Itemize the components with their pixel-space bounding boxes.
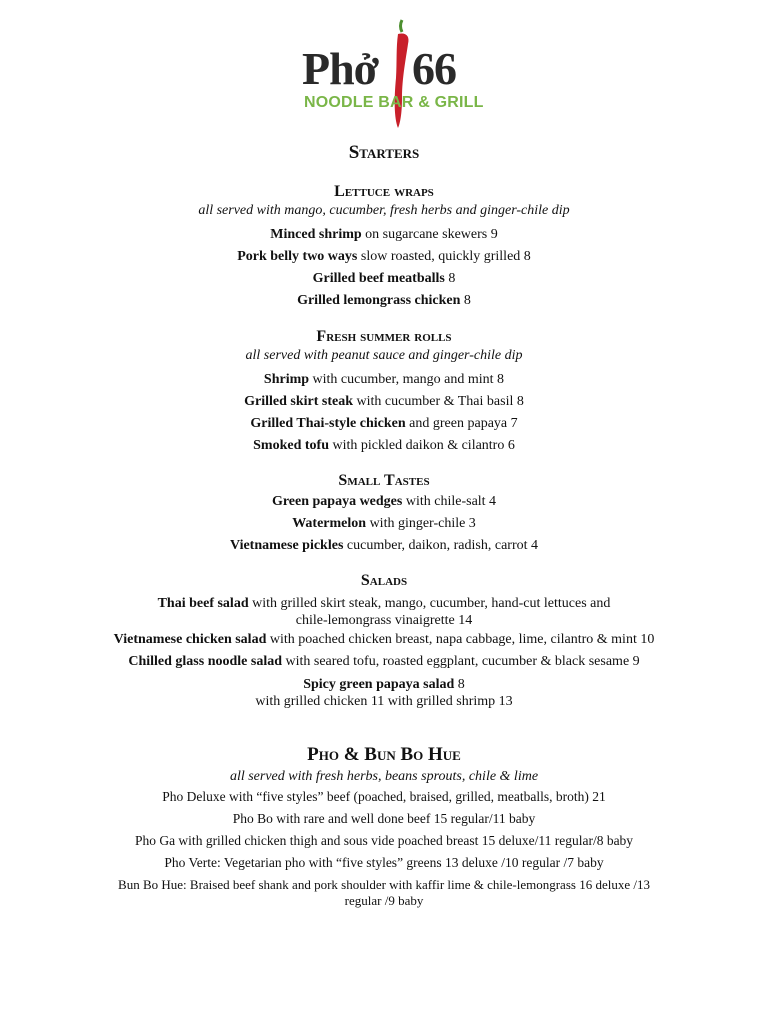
menu-item: Watermelon with ginger-chile 3 [292, 516, 476, 531]
starters-title: Starters [348, 142, 420, 163]
logo-number: 66 [412, 43, 456, 94]
restaurant-logo [298, 18, 484, 136]
logo-word: Phở [302, 43, 379, 94]
menu-item: Spicy green papaya salad 8 [303, 677, 465, 692]
small-tastes-title: Small Tastes [338, 472, 430, 489]
lettuce-wraps-note: all served with mango, cucumber, fresh herbs and ginger-chile dip [198, 203, 570, 218]
pho-item-continued: regular /9 baby [344, 893, 424, 908]
menu-item: Thai beef salad with grilled skirt steak, mango, cucumber, hand-cut lettuces and [157, 596, 611, 611]
salads-title: Salads [360, 572, 408, 589]
menu-item: Green papaya wedges with chile-salt 4 [271, 494, 497, 509]
pho-title: Pho & Bun Bo Hue [307, 744, 461, 765]
pho-note: all served with fresh herbs, beans sprouts, chile & lime [229, 769, 539, 784]
pho-item: Pho Bo with rare and well done beef 15 regular/11 baby [232, 811, 536, 826]
pho-item: Pho Ga with grilled chicken thigh and sous vide poached breast 15 deluxe/11 regular/8 baby [134, 833, 634, 848]
lettuce-wraps-title: Lettuce wraps [334, 183, 434, 200]
menu-item: Shrimp with cucumber, mango and mint 8 [263, 372, 505, 387]
menu [0, 140, 768, 909]
pho-item: Pho Verte: Vegetarian pho with “five styles” greens 13 deluxe /10 regular /7 baby [164, 855, 604, 870]
menu-item: Smoked tofu with pickled daikon & cilantro 6 [253, 438, 515, 453]
menu-item: Vietnamese pickles cucumber, daikon, radish, carrot 4 [229, 538, 538, 553]
menu-item: Grilled beef meatballs 8 [312, 271, 456, 286]
menu-item: Pork belly two ways slow roasted, quickly grilled 8 [237, 249, 531, 264]
pho-item: Pho Deluxe with “five styles” beef (poached, braised, grilled, meatballs, broth) 21 [162, 789, 606, 804]
menu-item-addons: with grilled chicken 11 with grilled shrimp 13 [255, 694, 513, 709]
menu-item: Grilled lemongrass chicken 8 [297, 293, 471, 308]
menu-item: Minced shrimp on sugarcane skewers 9 [270, 227, 498, 242]
summer-rolls-note: all served with peanut sauce and ginger-chile dip [245, 348, 523, 363]
menu-item: Chilled glass noodle salad with seared tofu, roasted eggplant, cucumber & black sesame 9 [128, 654, 640, 669]
menu-item: Grilled Thai-style chicken and green papaya 7 [250, 416, 518, 431]
menu-item: Grilled skirt steak with cucumber & Thai basil 8 [244, 394, 524, 409]
logo-tagline: NOODLE BAR & GRILL [304, 94, 484, 111]
menu-item-continued: chile-lemongrass vinaigrette 14 [295, 613, 473, 628]
menu-item: Vietnamese chicken salad with poached chicken breast, napa cabbage, lime, cilantro & mint 10 [113, 632, 655, 647]
summer-rolls-title: Fresh summer rolls [316, 328, 452, 345]
pho-item: Bun Bo Hue: Braised beef shank and pork shoulder with kaffir lime & chile-lemongrass 16 deluxe /13 [118, 877, 650, 892]
